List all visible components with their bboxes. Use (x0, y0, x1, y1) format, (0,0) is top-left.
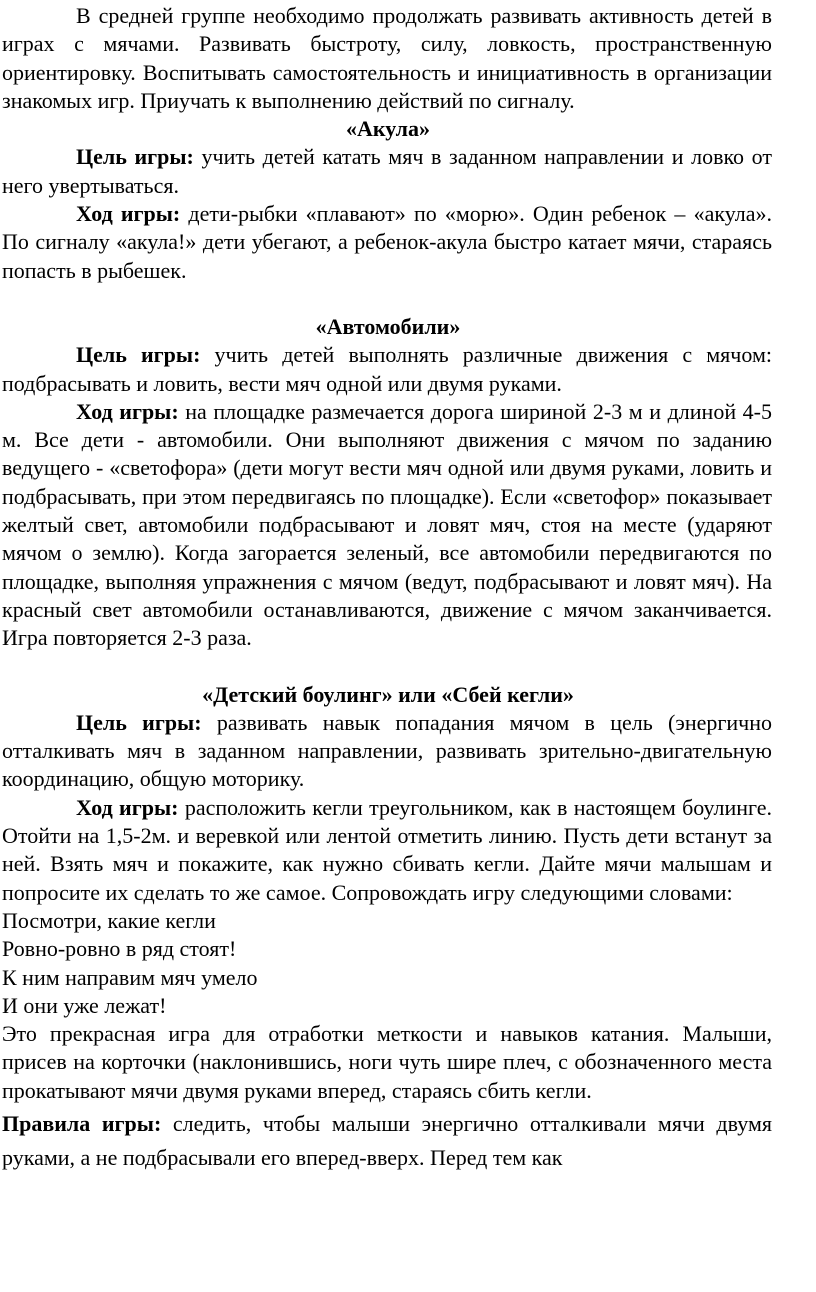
rules-text: следить, чтобы малыши энергично отталкивали мячи двумя руками, а не подбрасывали его вперед-вверх. Перед тем как (2, 1110, 773, 1170)
game-goal-cars (2, 341, 772, 398)
game-course-cars (2, 398, 772, 653)
game-goal-bowling (2, 709, 772, 794)
course-text: на площадке размечается дорога шириной 2-3 м и длиной 4-5 м. Все дети - автомобили. Они выполняют движения с мячом по заданию ведущего - «светофора» (дети могут вести мяч одной или двумя руками, ловить и подбрасывать, при этом передвигаясь по площадке). Если «светофор» показывает желтый свет, автомобили подбрасывают и ловят мяч, стоя на месте (ударяют мячом о землю). Когда загорается зеленый, все автомобили передвигаются по площадке, выполняя упражнения с мячом (ведут, подбрасывают и ловят мяч). На красный свет автомобили останавливаются, движение с мячом заканчивается. Игра повторяется 2-3 раза. (2, 398, 772, 651)
course-label: Ход игры: (76, 201, 181, 227)
rules-label: Правила игры: (2, 1110, 162, 1136)
intro-paragraph: В средней группе необходимо продолжать развивать активность детей в играх с мячами. Развивать быстроту, силу, ловкость, пространственную ориентировку. Воспитывать самостоятельность и инициативность в организации знакомых игр. Приучать к выполнению действий по сигналу. (2, 3, 772, 113)
game-goal-shark (2, 143, 772, 200)
goal-text: развивать навык попадания мячом в цель (энергично отталкивать мяч в заданном направлении, развивать зрительно-двигательную координацию, общую моторику. (2, 709, 773, 792)
poem (2, 907, 772, 1020)
course-label: Ход игры: (76, 794, 179, 820)
poem-line: К ним направим мяч умело (2, 964, 258, 990)
goal-label: Цель игры: (76, 342, 201, 368)
goal-text: учить детей выполнять различные движения с мячом: подбрасывать и ловить, вести мяч одной или двумя руками. (2, 342, 772, 396)
poem-line: Ровно-ровно в ряд стоят! (2, 936, 237, 962)
goal-label: Цель игры: (76, 709, 202, 735)
course-text: дети-рыбки «плавают» по «морю». Один ребенок – «акула». По сигналу «акула!» дети убегают, а ребенок-акула быстро катает мячи, стараясь попасть в рыбешек. (2, 201, 772, 283)
goal-label: Цель игры: (76, 144, 194, 170)
goal-text: учить детей катать мяч в заданном направлении и ловко от него увертываться. (2, 144, 772, 198)
game-course-shark (2, 200, 772, 285)
course-label: Ход игры: (76, 398, 179, 424)
game-title-shark: «Акула» (345, 116, 431, 142)
poem-line: Посмотри, какие кегли (2, 907, 216, 933)
game-course-bowling (2, 794, 772, 907)
poem-line: И они уже лежат! (2, 992, 167, 1018)
document-page (0, 2, 772, 1175)
course-text: расположить кегли треугольником, как в настоящем боулинге. Отойти на 1,5-2м. и веревкой или лентой отметить линию. Пусть дети встанут за ней. Взять мяч и покажите, как нужно сбивать кегли. Дайте мячи малышам и попросите их сделать то же самое. Сопровождать игру следующими словами: (2, 794, 772, 905)
after-poem-paragraph: Это прекрасная игра для отработки меткости и навыков катания. Малыши, присев на корточки (наклонившись, ноги чуть шире плеч, с обозначенного места прокатывают мячи двумя руками вперед, стараясь сбить кегли. (2, 1021, 772, 1103)
game-rules-bowling (2, 1107, 772, 1175)
game-title-cars: «Автомобили» (315, 313, 461, 339)
game-title-bowling: «Детский боулинг» или «Сбей кегли» (202, 681, 574, 707)
